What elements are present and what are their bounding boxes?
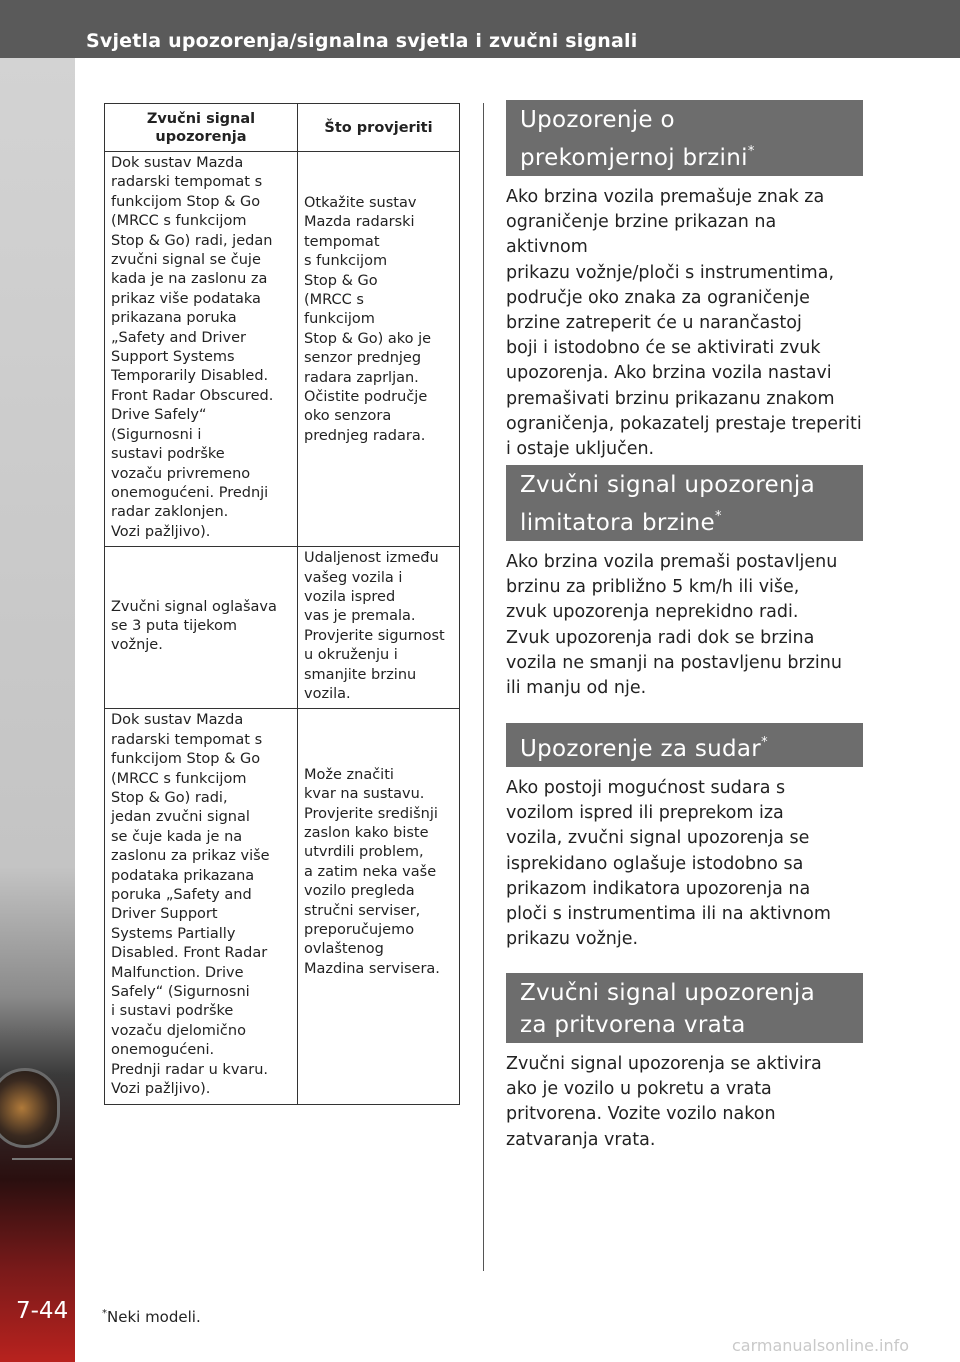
- section-collision-warning: [506, 723, 863, 952]
- header-warning-sound: Zvučni signal upozorenja: [105, 104, 298, 152]
- section-heading: [506, 100, 863, 176]
- heading-line-2: limitatora brzine: [520, 510, 715, 536]
- page-number: 7-44: [16, 1298, 69, 1324]
- side-tab: [0, 58, 75, 1362]
- footnote-marker: *: [102, 1308, 107, 1319]
- chapter-title: Svjetla upozorenja/signalna svjetla i zvučni signali: [86, 30, 638, 52]
- cell-warning-sound: Dok sustav Mazda radarski tempomat s funkcijom Stop & Go (MRCC s funkcijom Stop & Go) radi, jedan zvučni signal se čuje kada je na zaslonu za prikaz više podataka prikazana poruka „Safety and Driver Support Systems Partially Disabled. Front Radar Malfunction. Drive Safely“ (Sigurnosni i sustavi podrške vozaču djelomično onemogućeni. Prednji radar u kvaru. Vozi pažljivo).: [105, 709, 298, 1104]
- section-overspeed-warning: [506, 100, 863, 462]
- section-door-ajar-warning: [506, 973, 863, 1153]
- footnote: [102, 1308, 201, 1326]
- header-what-to-check: Što provjeriti: [298, 104, 460, 152]
- column-divider: [483, 103, 484, 1271]
- heading-line-2: prekomjernoj brzini: [520, 145, 748, 171]
- heading-line-1: Zvučni signal upozorenja: [520, 980, 815, 1006]
- table-header-row: [105, 104, 460, 152]
- cell-warning-sound: Dok sustav Mazda radarski tempomat s funkcijom Stop & Go (MRCC s funkcijom Stop & Go) radi, jedan zvučni signal se čuje kada je na zaslonu za prikaz više podataka prikazana poruka „Safety and Driver Support Systems Temporarily Disabled. Front Radar Obscured. Drive Safely“ (Sigurnosni i sustavi podrške vozaču privremeno onemogućeni. Prednji radar zaklonjen. Vozi pažljivo).: [105, 152, 298, 547]
- heading-line-1: Zvučni signal upozorenja: [520, 472, 815, 498]
- section-body: Zvučni signal upozorenja se aktivira ako je vozilo u pokretu a vrata pritvorena. Vozite vozilo nakon zatvaranja vrata.: [506, 1054, 822, 1150]
- heading-line-1: Upozorenje za sudar: [520, 736, 762, 762]
- section-body: Ako postoji mogućnost sudara s vozilom ispred ili preprekom iza vozila, zvučni signal upozorenja se isprekidano oglašuje istodobno sa prikazom indikatora upozorenja na ploči s instrumentima ili na aktivnom prikazu vožnje.: [506, 778, 831, 950]
- warning-sound-table: [104, 103, 460, 1105]
- section-heading: [506, 973, 863, 1043]
- cell-what-to-check: Može značiti kvar na sustavu. Provjerite središnji zaslon kako biste utvrdili problem, a zatim neka vaše vozilo pregleda stručni serviser, preporučujemo ovlaštenog Mazdina servisera.: [298, 709, 460, 1104]
- table-row: [105, 547, 460, 709]
- section-heading: [506, 465, 863, 541]
- cell-warning-sound: Zvučni signal oglašava se 3 puta tijekom vožnje.: [105, 547, 298, 709]
- model-marker: *: [715, 509, 722, 524]
- section-heading: [506, 723, 863, 767]
- section-speed-limiter-warning: [506, 465, 863, 701]
- table-row: [105, 152, 460, 547]
- heading-line-1: Upozorenje o: [520, 107, 675, 133]
- footnote-text: Neki modeli.: [107, 1308, 201, 1326]
- table-row: [105, 709, 460, 1104]
- model-marker: *: [747, 144, 755, 159]
- cell-what-to-check: Otkažite sustav Mazda radarski tempomat s funkcijom Stop & Go (MRCC s funkcijom Stop & Go) ako je senzor prednjeg radara zaprljan. Očistite područje oko senzora prednjeg radara.: [298, 152, 460, 547]
- heading-line-2: za pritvorena vrata: [520, 1012, 746, 1038]
- model-marker: *: [761, 735, 768, 750]
- section-body: Ako brzina vozila premaši postavljenu brzinu za približno 5 km/h ili više, zvuk upozorenja neprekidno radi. Zvuk upozorenja radi dok se brzina vozila ne smanji na postavljenu brzinu ili manju od nje.: [506, 552, 842, 699]
- header-bar: [0, 0, 960, 58]
- watermark: carmanualsonline.info: [732, 1336, 910, 1355]
- headlamp-trim: [12, 1158, 72, 1160]
- section-body: Ako brzina vozila premašuje znak za ograničenje brzine prikazan na aktivnom prikazu vožnje/ploči s instrumentima, područje oko znaka za ograničenje brzine zatreperit će u narančastoj boji i istodobno će se aktivirati zvuk upozorenja. Ako brzina vozila nastavi premašivati brzinu prikazanu znakom ograničenja, pokazatelj prestaje treperiti i ostaje uključen.: [506, 187, 862, 460]
- cell-what-to-check: Udaljenost između vašeg vozila i vozila ispred vas je premala. Provjerite sigurnost u okruženju i smanjite brzinu vozila.: [298, 547, 460, 709]
- headlamp-image: [0, 1068, 60, 1148]
